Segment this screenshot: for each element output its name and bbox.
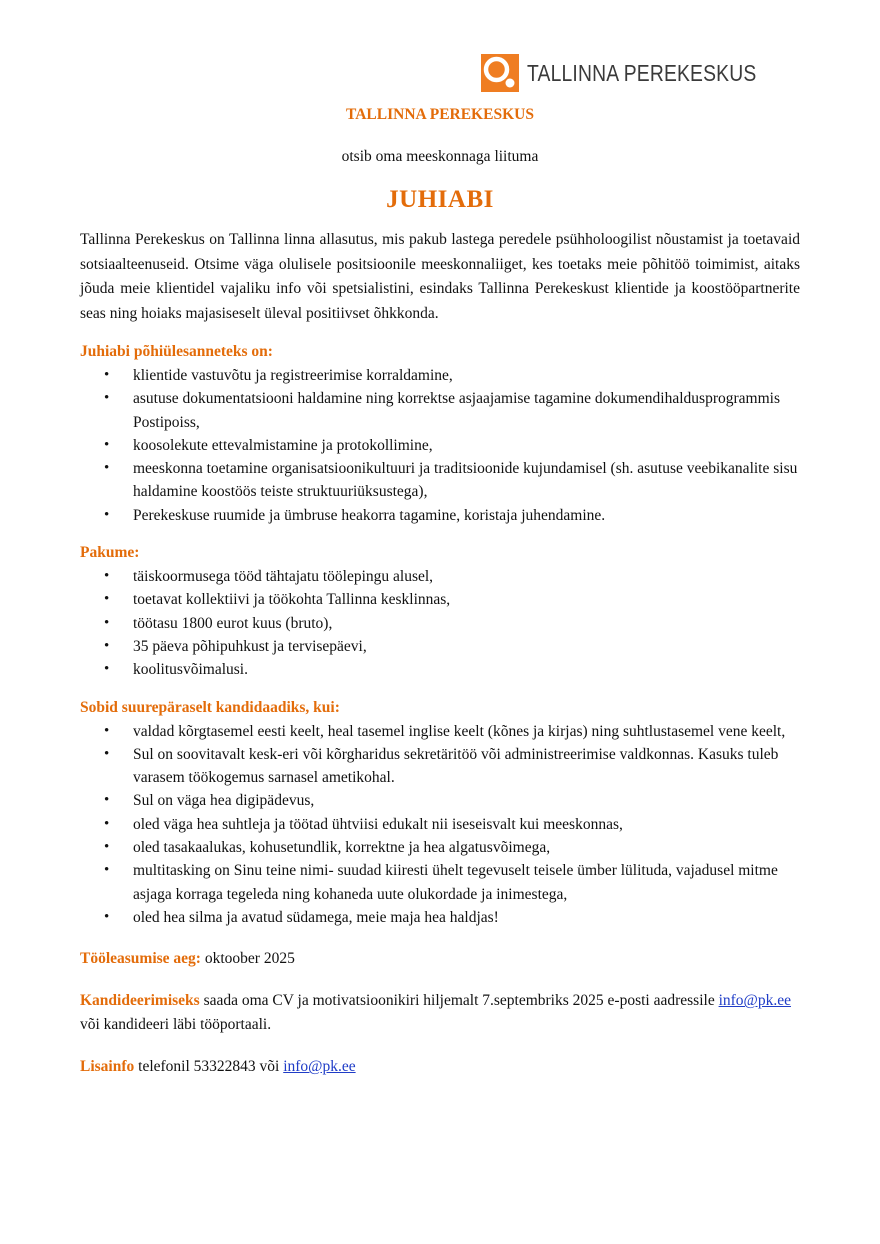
start-date (80, 947, 800, 971)
info-email-link[interactable]: info@pk.ee (283, 1058, 356, 1076)
apply-email-link[interactable]: info@pk.ee (718, 992, 791, 1010)
list-item: • klientide vastuvõtu ja registreerimise korraldamine, (80, 364, 800, 387)
list-item: • koosolekute ettevalmistamine ja protokollimine, (80, 434, 800, 457)
list-item: • täiskoormusega tööd tähtajatu töölepingu alusel, (80, 565, 800, 588)
duties-heading: Juhiabi põhiülesanneteks on: (80, 343, 273, 360)
subtitle: otsib oma meeskonnaga liituma (341, 148, 539, 165)
requirements-list (80, 720, 800, 930)
logo-mark-icon (481, 54, 519, 92)
list-item: • oled väga hea suhtleja ja töötad ühtviisi edukalt nii iseseisvalt kui meeskonnas, (80, 813, 800, 836)
logo-text: TALLINNA PEREKESKUS (526, 59, 757, 86)
list-item: • valdad kõrgtasemel eesti keelt, heal tasemel inglise keelt (kõnes ja kirjas) ning suhtlustasemel vene keelt, (80, 720, 800, 743)
intro-paragraph: Tallinna Perekeskus on Tallinna linna allasutus, mis pakub lastega peredele psühholoogilist nõustamist ja toetavaid sotsiaalteenuseid. Otsime väga olulisele positsioonile meeskonnaliiget, kes toetaks meie põhitöö toimimist, aitaks jõuda meie klientidel vajaliku info või spetsialistini, esindaks Tallinna Perekeskust klientide ja koostööpartnerite seas ning hoiaks majasiseselt üleval positiivset õhkkonda. (80, 231, 800, 322)
start-value: oktoober 2025 (204, 950, 295, 968)
apply-text: saada oma CV ja motivatsioonikiri hiljemalt 7.septembriks 2025 e-posti aadressile (203, 992, 715, 1010)
list-item: • Sul on soovitavalt kesk-eri või kõrgharidus sekretäritöö või administreerimise valdkonnas. Kasuks tuleb varasem töökogemus sarnasel ametikohal. (80, 743, 800, 790)
document-body (80, 104, 800, 1079)
apply-info (80, 989, 800, 1037)
logo (481, 54, 800, 92)
job-title: JUHIABI (386, 186, 494, 213)
start-label: Tööleasumise aeg: (80, 950, 201, 968)
list-item: • toetavat kollektiivi ja töökohta Tallinna kesklinnas, (80, 588, 800, 611)
info-text: telefonil 53322843 või (138, 1058, 280, 1076)
requirements-heading: Sobid suurepäraselt kandidaadiks, kui: (80, 698, 340, 716)
list-item: • oled hea silma ja avatud südamega, meie maja hea haldjas! (80, 906, 800, 929)
list-item: • koolitusvõimalusi. (80, 658, 800, 681)
list-item: • asutuse dokumentatsiooni haldamine ning korrektse asjaajamise tagamine dokumendihaldusprogrammis Postipoiss, (80, 387, 800, 434)
list-item: • Perekeskuse ruumide ja ümbruse heakorra tagamine, koristaja juhendamine. (80, 504, 800, 527)
duties-list (80, 364, 800, 527)
apply-text-end: või kandideeri läbi tööportaali. (80, 1016, 272, 1034)
list-item: • oled tasakaalukas, kohusetundlik, korrektne ja hea algatusvõimega, (80, 836, 800, 859)
list-item: • töötasu 1800 eurot kuus (bruto), (80, 612, 800, 635)
list-item: • 35 päeva põhipuhkust ja tervisepäevi, (80, 635, 800, 658)
offer-list (80, 565, 800, 681)
org-title: TALLINNA PEREKESKUS (346, 106, 534, 123)
offer-heading: Pakume: (80, 544, 140, 562)
list-item: • multitasking on Sinu teine nimi- suudad kiiresti ühelt tegevuselt teisele ümber lülituda, vajadusel mitme asjaga korraga tegeleda ning kohaneda uute olukordade ja inimestega, (80, 859, 800, 906)
list-item: • meeskonna toetamine organisatsioonikultuuri ja traditsioonide kujundamisel (sh. asutuse veebikanalite sisu haldamine koostöös teiste struktuuriüksustega), (80, 457, 800, 504)
list-item: • Sul on väga hea digipädevus, (80, 789, 800, 812)
apply-label: Kandideerimiseks (80, 992, 200, 1010)
info-label: Lisainfo (80, 1058, 135, 1076)
extra-info (80, 1055, 800, 1079)
